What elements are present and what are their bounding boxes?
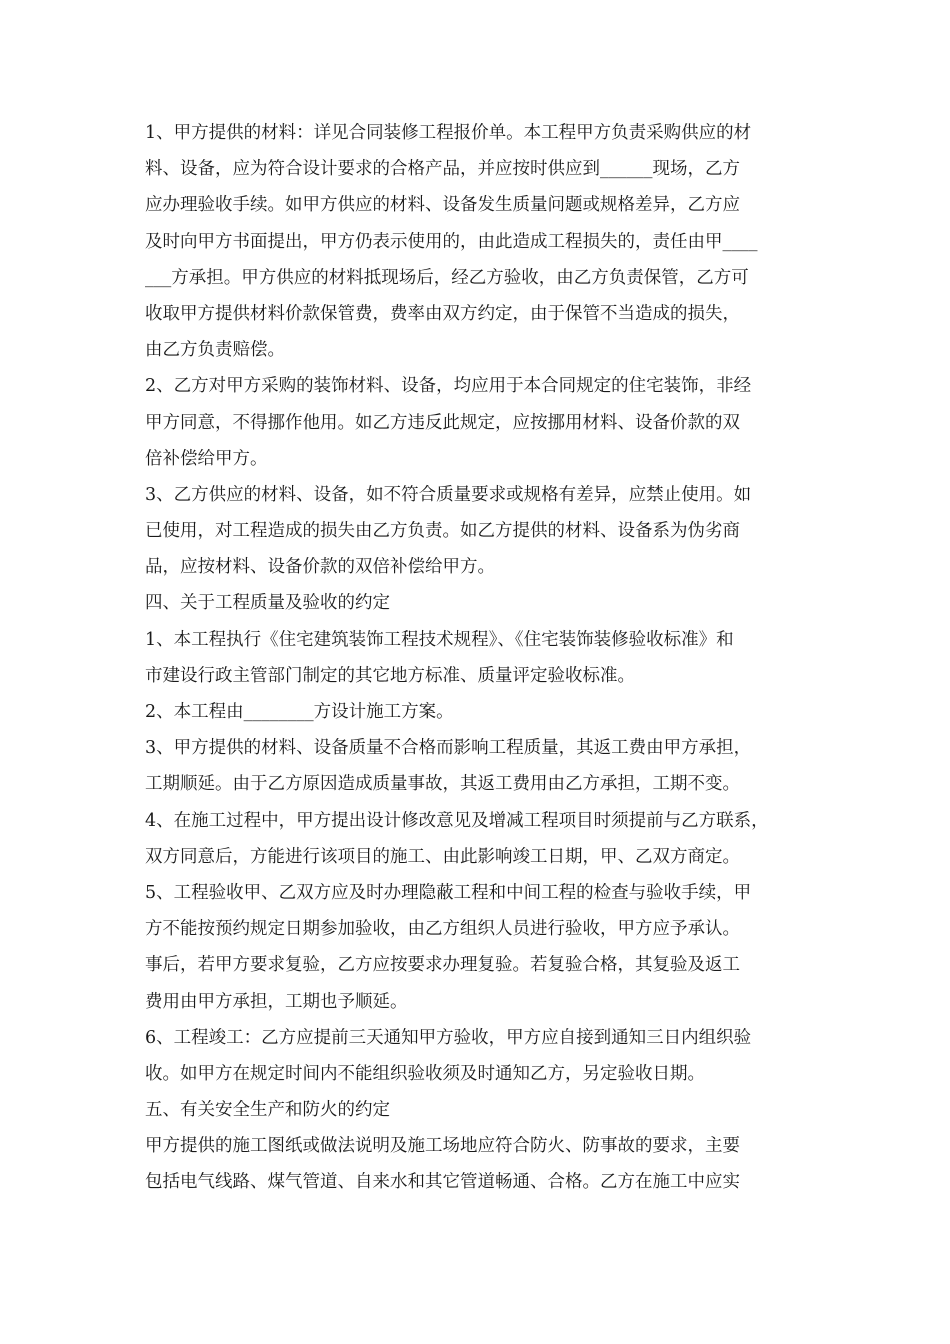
text-line: 1、本工程执行《住宅建筑装饰工程技术规程》、《住宅装饰装修验收标准》和: [145, 629, 734, 650]
text-line: 5、工程验收甲、乙双方应及时办理隐蔽工程和中间工程的检查与验收手续，甲: [145, 882, 752, 903]
text-line: 2、乙方对甲方采购的装饰材料、设备，均应用于本合同规定的住宅装饰，非经: [145, 376, 752, 397]
text-line: 倍补偿给甲方。: [145, 448, 268, 469]
text-line: 及时向甲方书面提出，甲方仍表示使用的，由此造成工程损失的，责任由甲____: [145, 231, 758, 252]
section-heading: 五、有关安全生产和防火的约定: [145, 1100, 390, 1121]
text-line: 甲方提供的施工图纸或做法说明及施工场地应符合防火、防事故的要求，主要: [145, 1136, 740, 1157]
text-line: 6、工程竣工：乙方应提前三天通知甲方验收，甲方应自接到通知三日内组织验: [145, 1027, 752, 1048]
text-line: 收。如甲方在规定时间内不能组织验收须及时通知乙方，另定验收日期。: [145, 1063, 705, 1084]
text-line: 双方同意后，方能进行该项目的施工、由此影响竣工日期，甲、乙双方商定。: [145, 846, 740, 867]
text-line: ___方承担。甲方供应的材料抵现场后，经乙方验收，由乙方负责保管，乙方可: [145, 267, 749, 288]
text-line: 2、本工程由________方设计施工方案。: [145, 702, 454, 722]
text-line: 由乙方负责赔偿。: [145, 340, 285, 361]
text-line: 费用由甲方承担，工期也予顺延。: [145, 991, 408, 1012]
text-line: 料、设备，应为符合设计要求的合格产品，并应按时供应到______现场，乙方: [145, 159, 740, 180]
text-line: 工期顺延。由于乙方原因造成质量事故，其返工费用由乙方承担，工期不变。: [145, 774, 740, 795]
text-line: 包括电气线路、煤气管道、自来水和其它管道畅通、合格。乙方在施工中应实: [145, 1172, 740, 1193]
document-body: [145, 115, 825, 1201]
text-line: 市建设行政主管部门制定的其它地方标准、质量评定验收标准。: [145, 665, 635, 686]
text-line: 应办理验收手续。如甲方供应的材料、设备发生质量问题或规格差异，乙方应: [145, 195, 740, 216]
text-line: 品，应按材料、设备价款的双倍补偿给甲方。: [145, 557, 495, 578]
text-line: 收取甲方提供材料价款保管费，费率由双方约定，由于保管不当造成的损失，: [145, 303, 740, 324]
section-heading: 四、关于工程质量及验收的约定: [145, 593, 390, 614]
text-line: 甲方同意，不得挪作他用。如乙方违反此规定，应按挪用材料、设备价款的双: [145, 412, 740, 433]
text-line: 4、在施工过程中，甲方提出设计修改意见及增减工程项目时须提前与乙方联系，: [145, 810, 769, 831]
text-line: 事后，若甲方要求复验，乙方应按要求办理复验。若复验合格，其复验及返工: [145, 955, 740, 976]
text-line: 已使用，对工程造成的损失由乙方负责。如乙方提供的材料、设备系为伪劣商: [145, 521, 740, 542]
text-line: 3、乙方供应的材料、设备，如不符合质量要求或规格有差异，应禁止使用。如: [145, 484, 752, 505]
text-line: 方不能按预约规定日期参加验收，由乙方组织人员进行验收，甲方应予承认。: [145, 919, 740, 940]
text-line: 3、甲方提供的材料、设备质量不合格而影响工程质量，其返工费由甲方承担，: [145, 738, 752, 759]
text-line: 1、甲方提供的材料：详见合同装修工程报价单。本工程甲方负责采购供应的材: [145, 123, 752, 143]
